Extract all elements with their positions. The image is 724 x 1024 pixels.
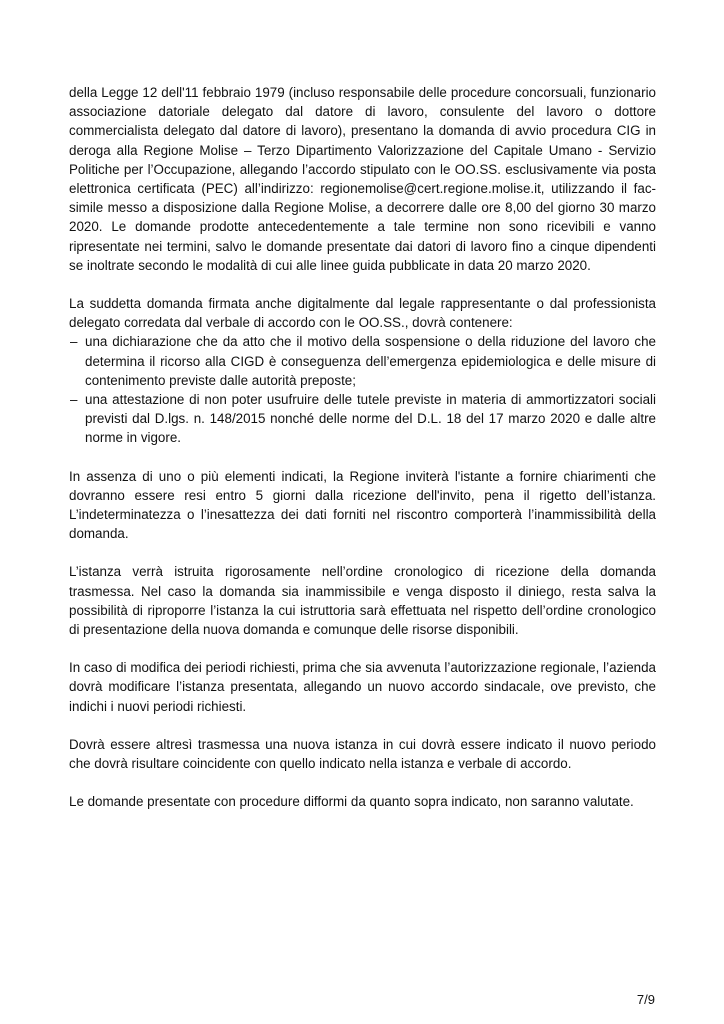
paragraph-non-conforming: Le domande presentate con procedure difformi da quanto sopra indicato, non saranno valutate. [69, 794, 634, 810]
list-item [69, 390, 656, 448]
paragraph-application-contents: La suddetta domanda firmata anche digitalmente dal legale rappresentante o dal professionista delegato corredata dal verbale di accordo con le OO.SS., dovrà contenere: [69, 296, 656, 331]
dash-bullet-icon: – [70, 392, 78, 408]
dash-bullet-icon: – [70, 334, 78, 350]
list-item [69, 332, 656, 390]
paragraph-application-procedure: della Legge 12 dell'11 febbraio 1979 (incluso responsabile delle procedure concorsuali, funzionario associazione datoriale delegato dal datore di lavoro, consulente del lavoro o dottore commercialista delegato dal datore di lavoro), presentano la domanda di avvio procedura CIG in deroga alla Regione Molise – Terzo Dipartimento Valorizzazione del Capitale Umano - Servizio Politiche per l’Occupazione, allegando l’accordo stipulato con le OO.SS. esclusivamente via posta elettronica certificata (PEC) all’indirizzo: regionemolise@cert.regione.molise.it, utilizzando il fac-simile messo a disposizione dalla Regione Molise, a decorrere dalle ore 8,00 del giorno 30 marzo 2020. Le domande prodotte antecedentemente a tale termine non sono ricevibili e vanno ripresentate nei termini, salvo le domande presentate dai datori di lavoro fino a cinque dipendenti se inoltrate secondo le modalità di cui alle linee guida pubblicate in data 20 marzo 2020. [69, 85, 656, 273]
paragraph-new-application: Dovrà essere altresì trasmessa una nuova istanza in cui dovrà essere indicato il nuovo periodo che dovrà risultare coincidente con quello indicato nella istanza e verbale di accordo. [69, 736, 656, 772]
list-item-text: una attestazione di non poter usufruire delle tutele previste in materia di ammortizzatori sociali previsti dal D.lgs. n. 148/2015 nonché delle norme del D.L. 18 del 17 marzo 2020 e dalle altre norme in vigore. [85, 392, 656, 446]
paragraph-missing-elements: In assenza di uno o più elementi indicati, la Regione inviterà l'istante a fornire chiarimenti che dovranno essere resi entro 5 giorni dalla ricezione dell'invito, pena il rigetto dell’istanza. L’indeterminatezza o l’inesattezza dei dati forniti nel riscontro comporterà l’inammissibilità della domanda. [69, 468, 656, 542]
page-number: 7/9 [636, 992, 655, 1007]
paragraph-period-modification: In caso di modifica dei periodi richiesti, prima che sia avvenuta l’autorizzazione regionale, l’azienda dovrà modificare l’istanza presentata, allegando un nuovo accordo sindacale, ove previsto, che indichi i nuovi periodi richiesti. [69, 660, 656, 714]
list-item-text: una dichiarazione che da atto che il motivo della sospensione o della riduzione del lavoro che determina il ricorso alla CIGD è conseguenza dell’emergenza epidemiologica e delle misure di contenimento previste dalle autorità preposte; [85, 334, 656, 388]
document-page [69, 83, 656, 831]
paragraph-chronological-order: L’istanza verrà istruita rigorosamente nell’ordine cronologico di ricezione della domanda trasmessa. Nel caso la domanda sia inammissibile e venga disposto il diniego, resta salva la possibilità di riproporre l’istanza la cui istruttoria sarà effettuata nel rispetto dell’ordine cronologico di presentazione della nuova domanda e comunque delle risorse disponibili. [69, 564, 656, 638]
requirements-list [69, 332, 656, 447]
